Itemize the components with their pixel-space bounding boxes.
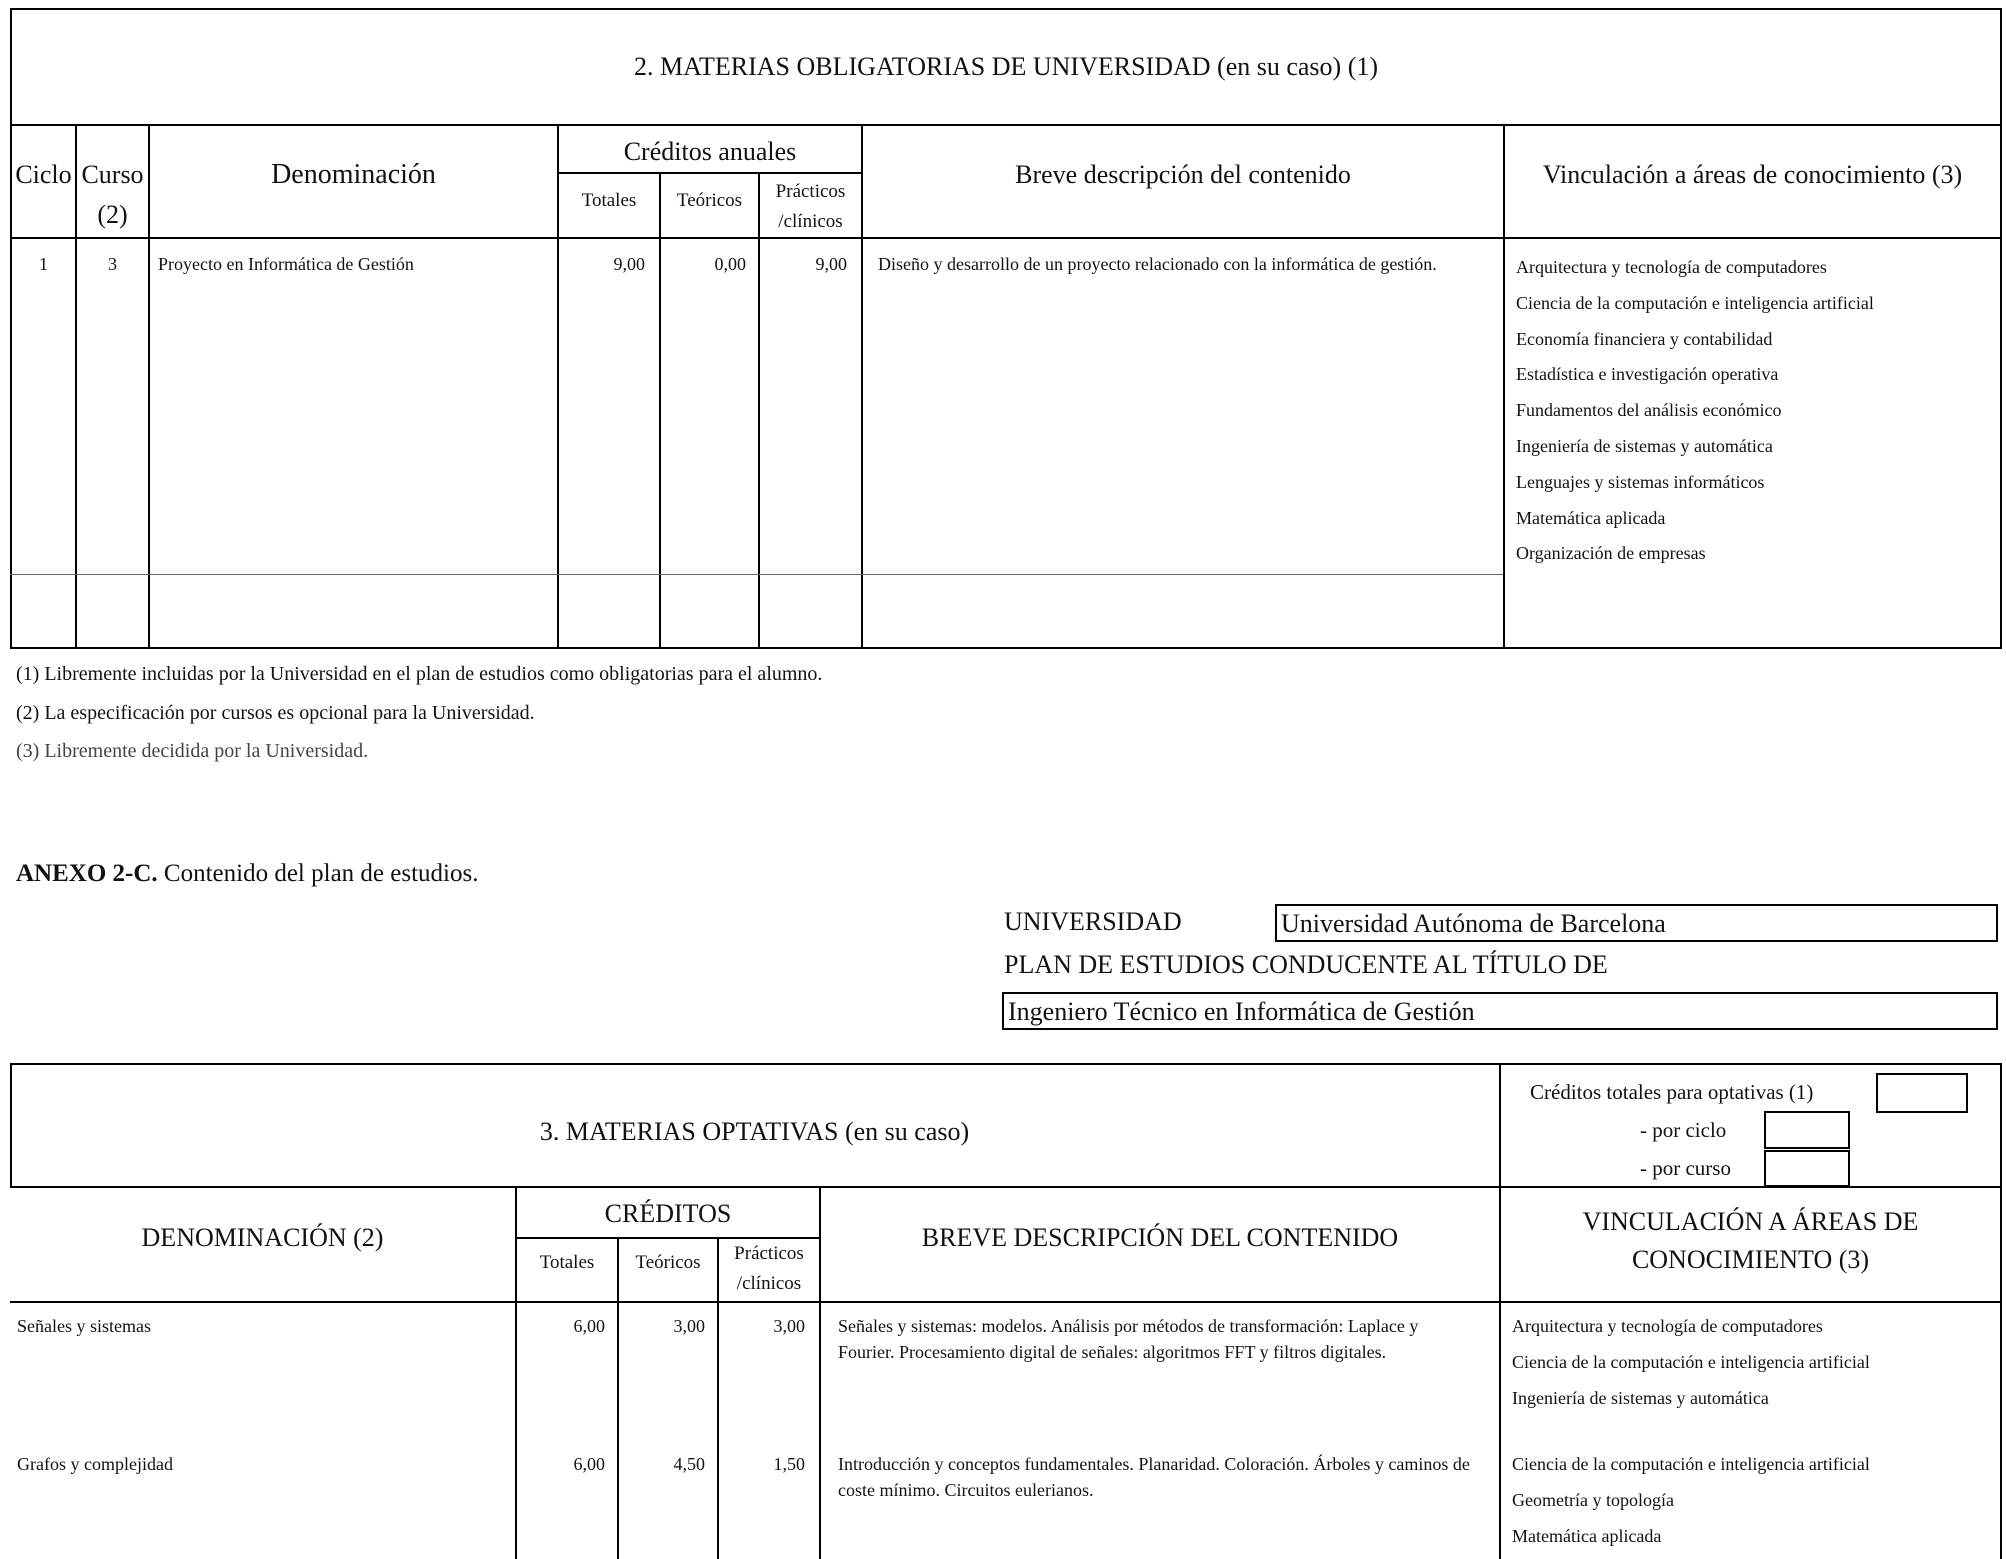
header-descripcion: Breve descripción del contenido	[1015, 160, 1351, 189]
cell-teoricos: 4,50	[673, 1454, 705, 1474]
header-clinicos: /clínicos	[778, 211, 843, 232]
header-vinculacion-3b: CONOCIMIENTO (3)	[1631, 1245, 1870, 1274]
cell-practicos: 9,00	[815, 254, 847, 274]
area-item: Lenguajes y sistemas informáticos	[1516, 471, 1765, 492]
area-item: Arquitectura y tecnología de computadores	[1516, 257, 1827, 277]
header-ciclo: Ciclo	[15, 160, 72, 189]
area-item: Organización de empresas	[1516, 543, 1706, 564]
por-curso-label: - por curso	[1640, 1156, 1731, 1180]
header-totales-3: Totales	[539, 1252, 595, 1273]
por-ciclo-label: - por ciclo	[1640, 1118, 1727, 1142]
area-item: Ingeniería de sistemas y automática	[1512, 1387, 1769, 1408]
area-item: Matemática aplicada	[1512, 1525, 1662, 1546]
header-creditos-anuales: Créditos anuales	[623, 137, 797, 166]
header-clinicos-3: /clínicos	[736, 1273, 802, 1294]
titulo-value: Ingeniero Técnico en Informática de Gestión	[1008, 997, 1475, 1026]
creditos-totales-box	[1876, 1073, 1968, 1113]
section3-title: 3. MATERIAS OPTATIVAS (en su caso)	[539, 1117, 970, 1146]
header-curso: Curso	[81, 160, 144, 189]
cell-descripcion: Diseño y desarrollo de un proyecto relacionado con la informática de gestión.	[878, 254, 1437, 274]
area-item: Ciencia de la computación e inteligencia artificial	[1516, 292, 1874, 313]
header-vinculacion: Vinculación a áreas de conocimiento (3)	[1542, 160, 1963, 189]
annex-heading	[16, 860, 478, 888]
cell-descripcion: Señales y sistemas: modelos. Análisis por métodos de transformación: Laplace y Fourier. Procesamiento digital de señales: algoritmos FFT y filtros digitales.	[838, 1316, 1419, 1362]
cell-totales: 6,00	[573, 1316, 605, 1336]
cell-areas	[1516, 250, 2000, 572]
area-item: Estadística e investigación operativa	[1516, 364, 1779, 385]
footnote-2: (2) La especificación por cursos es opcional para la Universidad.	[16, 702, 535, 724]
header-denominacion: Denominación	[271, 159, 436, 190]
plan-label: PLAN DE ESTUDIOS CONDUCENTE AL TÍTULO DE	[1004, 950, 1608, 979]
header-teoricos-3: Teóricos	[635, 1252, 701, 1273]
creditos-totales-label: Créditos totales para optativas (1)	[1530, 1080, 1814, 1104]
cell-practicos: 3,00	[773, 1316, 805, 1336]
area-item: Geometría y topología	[1512, 1489, 1674, 1510]
header-totales: Totales	[581, 190, 637, 211]
header-curso-note: (2)	[97, 200, 128, 229]
header-practicos: Prácticos	[775, 181, 846, 202]
footnote-3: (3) Libremente decidida por la Universidad.	[16, 740, 369, 762]
cell-teoricos: 3,00	[673, 1316, 705, 1336]
cell-ciclo: 1	[39, 254, 48, 274]
header-practicos-3: Prácticos	[734, 1243, 804, 1264]
area-item: Arquitectura y tecnología de computadores	[1512, 1316, 1823, 1336]
section2-title: 2. MATERIAS OBLIGATORIAS DE UNIVERSIDAD (en su caso) (1)	[633, 52, 1379, 81]
annex-prefix: ANEXO 2-C.	[16, 860, 158, 887]
area-item: Economía financiera y contabilidad	[1516, 328, 1773, 349]
cell-areas	[1512, 1309, 1998, 1416]
cell-practicos: 1,50	[773, 1454, 805, 1474]
header-teoricos: Teóricos	[676, 190, 743, 211]
header-descripcion-3: BREVE DESCRIPCIÓN DEL CONTENIDO	[921, 1223, 1399, 1252]
header-denominacion-3: DENOMINACIÓN (2)	[141, 1223, 384, 1252]
cell-denominacion: Proyecto en Informática de Gestión	[158, 254, 414, 274]
cell-descripcion: Introducción y conceptos fundamentales. Planaridad. Coloración. Árboles y caminos de coste mínimo. Circuitos eulerianos.	[838, 1454, 1470, 1500]
area-item: Ciencia de la computación e inteligencia artificial	[1512, 1351, 1870, 1372]
por-ciclo-box	[1764, 1111, 1850, 1149]
cell-areas	[1512, 1447, 1998, 1554]
footnote-1: (1) Libremente incluidas por la Universidad en el plan de estudios como obligatorias para el alumno.	[16, 663, 823, 685]
cell-curso: 3	[108, 254, 117, 274]
cell-teoricos: 0,00	[714, 254, 746, 274]
header-creditos-3: CRÉDITOS	[604, 1199, 732, 1228]
universidad-label: UNIVERSIDAD	[1004, 907, 1182, 936]
area-item: Ciencia de la computación e inteligencia artificial	[1512, 1454, 1870, 1474]
cell-totales: 9,00	[613, 254, 645, 274]
cell-denominacion: Grafos y complejidad	[17, 1454, 173, 1474]
area-item: Fundamentos del análisis económico	[1516, 400, 1782, 421]
cell-totales: 6,00	[573, 1454, 605, 1474]
cell-denominacion: Señales y sistemas	[17, 1316, 151, 1336]
annex-title: Contenido del plan de estudios.	[157, 860, 479, 887]
por-curso-box	[1764, 1150, 1850, 1187]
universidad-value: Universidad Autónoma de Barcelona	[1281, 909, 1666, 938]
header-vinculacion-3a: VINCULACIÓN A ÁREAS DE	[1582, 1207, 1919, 1236]
universidad-field	[1275, 904, 1998, 942]
area-item: Ingeniería de sistemas y automática	[1516, 435, 1773, 456]
area-item: Matemática aplicada	[1516, 507, 1666, 528]
titulo-field	[1002, 992, 1998, 1030]
